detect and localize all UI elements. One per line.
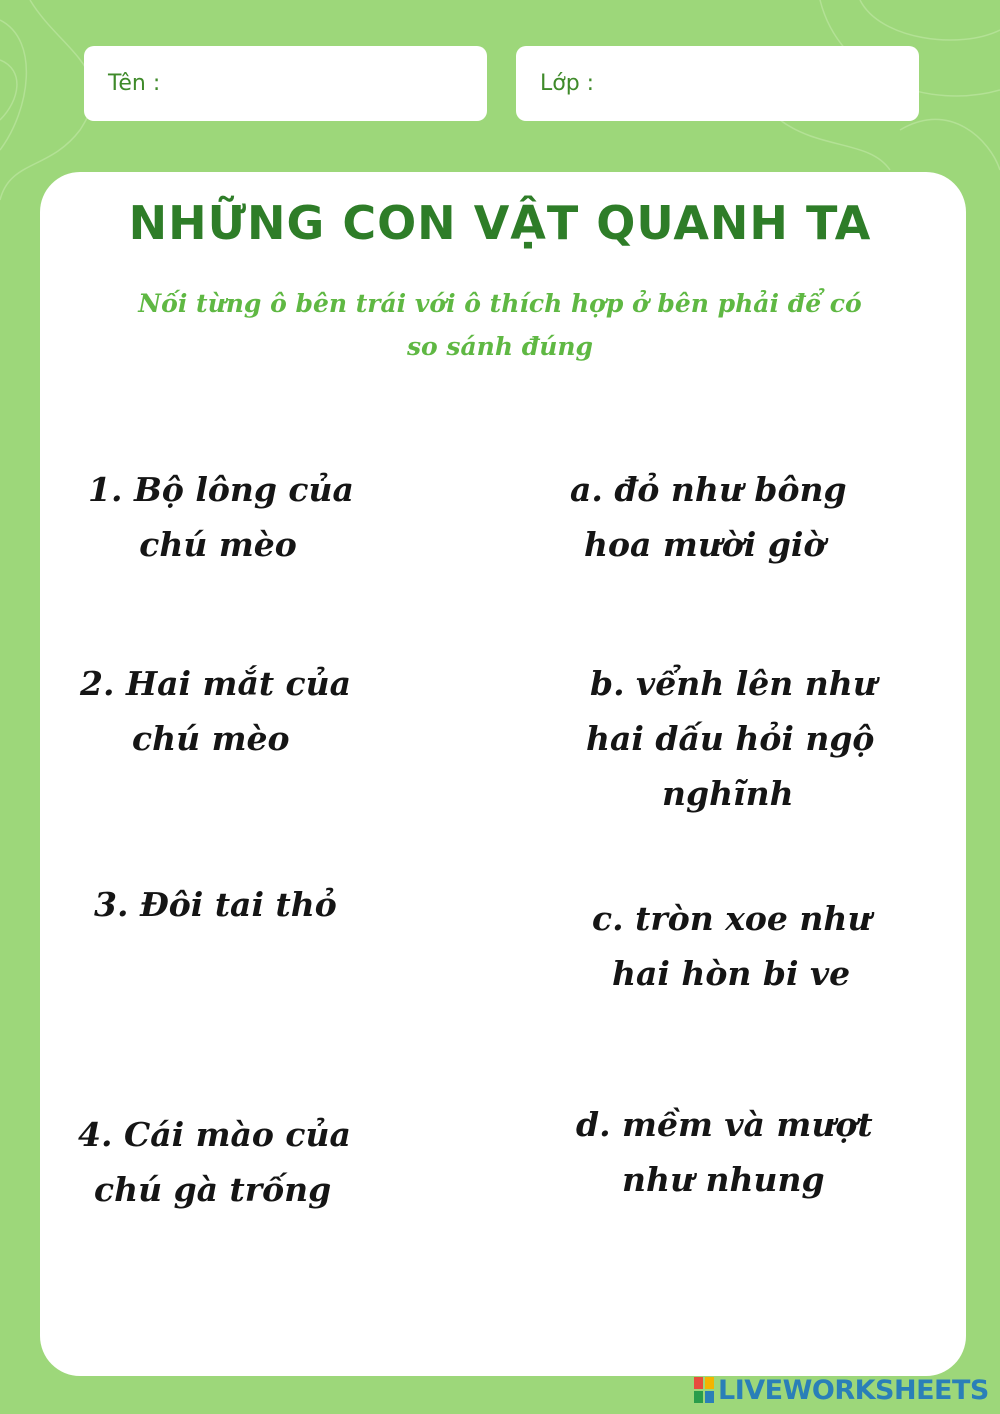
item-line: b. vểnh lên như <box>590 664 877 703</box>
instruction-line: Nối từng ô bên trái với ô thích hợp ở bên phải để có <box>138 289 862 318</box>
brand-name: LIVEWORKSHEETS <box>718 1374 989 1406</box>
item-line: hoa mười giờ <box>584 525 826 564</box>
item-line: chú mèo <box>139 525 297 564</box>
item-line: 3. Đôi tai thỏ <box>94 885 337 924</box>
instruction-text <box>0 282 1000 368</box>
left-item-1[interactable] <box>88 462 354 572</box>
item-line: d. mềm và mượt <box>576 1105 873 1144</box>
item-line: 4. Cái mào của <box>78 1115 351 1154</box>
left-item-4[interactable] <box>78 1107 351 1217</box>
right-item-c[interactable] <box>592 891 872 1001</box>
liveworksheets-logo <box>694 1372 989 1408</box>
class-input[interactable] <box>602 61 903 107</box>
worksheet-title: NHỮNG CON VẬT QUANH TA <box>128 196 872 250</box>
item-line: chú gà trống <box>94 1170 332 1209</box>
liveworksheets-logo-icon <box>694 1377 714 1403</box>
item-line: chú mèo <box>132 719 290 758</box>
right-item-b[interactable] <box>586 656 876 821</box>
right-item-a[interactable] <box>570 462 847 572</box>
item-line: a. đỏ như bông <box>570 470 847 509</box>
item-line: 2. Hai mắt của <box>80 664 352 703</box>
class-label: Lớp : <box>540 71 595 96</box>
right-item-d[interactable] <box>576 1097 873 1207</box>
item-line: 1. Bộ lông của <box>88 470 354 509</box>
name-label: Tên : <box>108 71 161 96</box>
item-line: nghĩnh <box>662 774 794 813</box>
instruction-line: so sánh đúng <box>406 332 594 361</box>
left-item-3[interactable] <box>94 877 354 932</box>
item-line: c. tròn xoe như <box>592 899 872 938</box>
name-field <box>84 46 487 121</box>
item-line: hai hòn bi ve <box>612 954 851 993</box>
class-field <box>516 46 919 121</box>
left-item-2[interactable] <box>80 656 352 766</box>
item-line: như nhung <box>622 1160 825 1199</box>
item-line: hai dấu hỏi ngộ <box>586 719 875 758</box>
name-input[interactable] <box>168 61 471 107</box>
